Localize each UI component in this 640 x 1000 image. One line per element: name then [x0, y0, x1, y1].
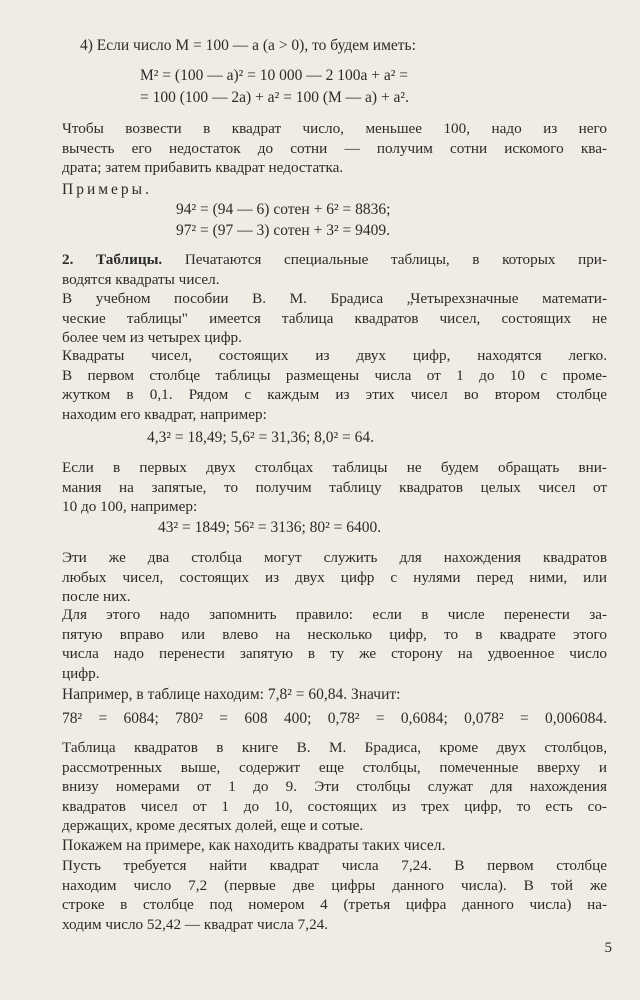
formula-powers-of-ten: 78² = 6084; 780² = 608 400; 0,78² = 0,6084; 0,078² = 0,006084.	[62, 710, 607, 727]
text-line: строке в столбце под номером 4 (третья цифра данного числа) на-	[62, 896, 607, 913]
formula-integer-squares: 43² = 1849; 56² = 3136; 80² = 6400.	[158, 519, 382, 536]
text-line: числа надо перенести запятую в ту же сторону на удвоенное число	[62, 645, 607, 662]
text-line: после них.	[62, 588, 131, 605]
section-2-tables	[62, 250, 607, 289]
text-line: цифр.	[62, 664, 100, 682]
text-line: Чтобы возвести в квадрат число, меньшее 100, надо из него	[62, 120, 607, 137]
paragraph-example-7-8: Например, в таблице находим: 7,8² = 60,84. Значит:	[62, 686, 401, 703]
formula-m-squared-1: M² = (100 — a)² = 10 000 — 2 100a + a² =	[140, 67, 409, 84]
item-4-statement: 4) Если число M = 100 — a (a > 0), то будем иметь:	[80, 37, 416, 54]
text-line: жутком в 0,1. Рядом с каждым из этих чисел во втором столбце	[62, 386, 607, 403]
text-line	[62, 250, 607, 270]
text-line: В первом столбце таблицы размещены числа от 1 до 10 с проме-	[62, 366, 607, 384]
text-line: ходим число 52,42 — квадрат числа 7,24.	[62, 915, 329, 933]
text-line: мания на запятые, то получим таблицу квадратов целых чисел от	[62, 478, 607, 496]
paragraph-rule	[62, 605, 607, 683]
formula-decimal-squares: 4,3² = 18,49; 5,6² = 31,36; 8,0² = 64.	[147, 429, 375, 446]
text-line: драта; затем прибавить квадрат недостатка.	[62, 159, 344, 176]
text-line: ческие таблицы" имеется таблица квадратов чисел, состоящих не	[62, 309, 607, 327]
examples-label: Примеры.	[62, 181, 152, 198]
paragraph-ignore-commas	[62, 458, 607, 517]
text-line: Таблица квадратов в книге В. М. Брадиса, кроме двух столбцов,	[62, 739, 607, 756]
text-line: Квадраты чисел, состоящих из двух цифр, находятся легко.	[62, 347, 607, 364]
paragraph-square-below-100	[62, 119, 607, 178]
example-94: 94² = (94 — 6) сотен + 6² = 8836;	[176, 201, 391, 218]
text-line: внизу номерами от 1 до 9. Эти столбцы служат для нахождения	[62, 778, 607, 795]
paragraph-bradis	[62, 289, 607, 348]
paragraph-find-7-24	[62, 856, 607, 934]
paragraph-show-example: Покажем на примере, как находить квадраты таких чисел.	[62, 837, 446, 854]
example-97: 97² = (97 — 3) сотен + 3² = 9409.	[176, 222, 390, 239]
text-line: Эти же два столбца могут служить для нахождения квадратов	[62, 549, 607, 566]
text-line: Для этого надо запомнить правило: если в числе перенести за-	[62, 606, 607, 623]
text-line: рассмотренных выше, содержит еще столбцы, помеченные вверху и	[62, 758, 607, 776]
text-line: водятся квадраты чисел.	[62, 270, 220, 288]
text-line: квадратов чисел от 1 до 10, состоящих из трех цифр, то есть со-	[62, 797, 607, 815]
text-line: более чем из четырех цифр.	[62, 329, 242, 346]
paragraph-bradis-table	[62, 738, 607, 836]
text-line: пятую вправо или влево на несколько цифр, то в квадрате этого	[62, 625, 607, 643]
text-line: Пусть требуется найти квадрат числа 7,24. В первом столбце	[62, 857, 607, 874]
text-line: В учебном пособии В. М. Брадиса „Четырехзначные математи-	[62, 290, 607, 307]
text-line: находим его квадрат, например:	[62, 405, 267, 423]
text-line: вычесть его недостаток до сотни — получим сотни искомого ква-	[62, 139, 607, 157]
text-line: держащих, кроме десятых долей, еще и сотые.	[62, 817, 364, 834]
paragraph-two-digit	[62, 346, 607, 424]
section-heading: 2. Таблицы.	[62, 251, 163, 268]
text-line: Если в первых двух столбцах таблицы не будем обращать вни-	[62, 459, 607, 476]
text-line: находим число 7,2 (первые две цифры данного числа). В той же	[62, 876, 607, 894]
page-number: 5	[604, 940, 612, 956]
formula-m-squared-2: = 100 (100 — 2a) + a² = 100 (M — a) + a².	[140, 89, 409, 106]
paragraph-same-columns	[62, 548, 607, 607]
text-line: любых чисел, состоящих из двух цифр с нулями перед ними, или	[62, 568, 607, 586]
text-line: 10 до 100, например:	[62, 498, 198, 515]
section-text: Печатаются специальные таблицы, в которых при-	[184, 251, 607, 268]
